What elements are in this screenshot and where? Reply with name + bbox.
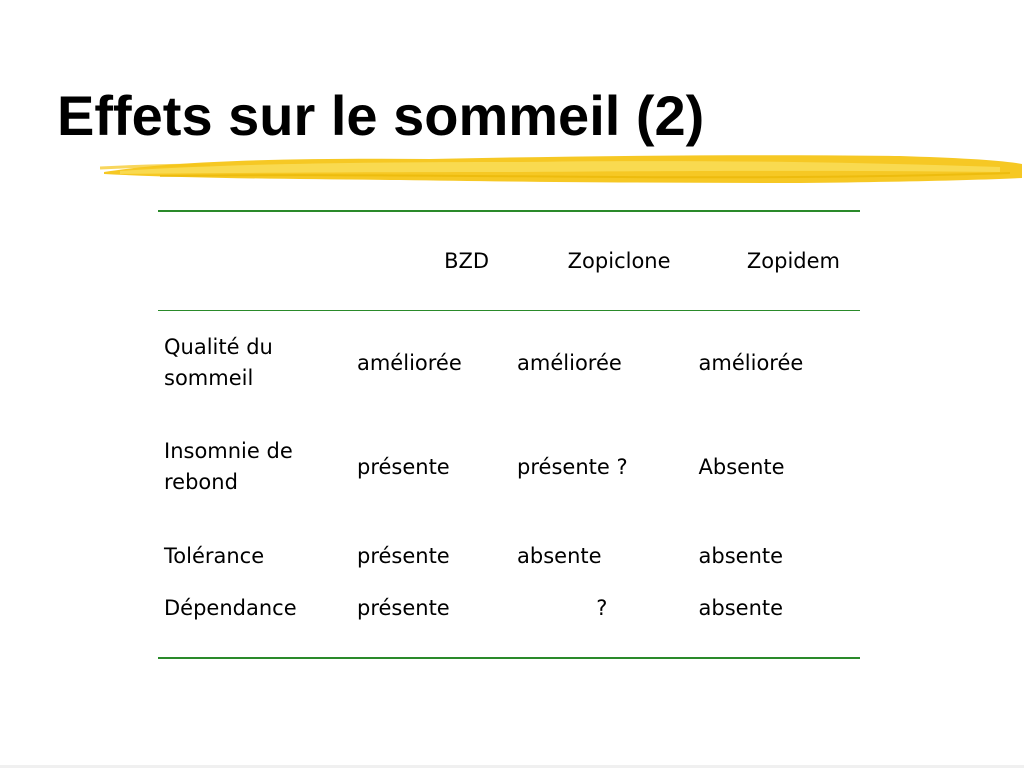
cell-zopiclone: améliorée: [517, 350, 622, 375]
row-label-line: Qualité du: [164, 335, 273, 359]
cell-bzd: présente: [356, 454, 450, 479]
header-zopidem: Zopidem: [693, 211, 860, 311]
cell-zopidem: Absente: [698, 454, 785, 479]
table-row: [158, 311, 860, 416]
table-row: [158, 415, 860, 519]
cell-zopidem: absente: [693, 593, 860, 658]
row-label-line: sommeil: [164, 366, 254, 390]
cell-zopidem: absente: [698, 543, 784, 568]
cell-zopiclone: ?: [511, 593, 693, 658]
header-bzd: BZD: [351, 211, 511, 311]
cell-bzd: améliorée: [356, 350, 462, 375]
row-label-line: rebond: [164, 470, 238, 494]
slide-title: Effets sur le sommeil (2): [57, 84, 705, 147]
row-label-tolerance: Tolérance: [164, 543, 265, 568]
title-highlight-stroke: [100, 150, 1024, 190]
row-label-line: Insomnie de: [164, 439, 293, 463]
row-label-insomnie: [158, 415, 351, 519]
header-zopiclone: Zopiclone: [511, 211, 693, 311]
header-empty-cell: [158, 211, 351, 311]
comparison-table: [158, 210, 860, 659]
cell-bzd: présente: [356, 543, 450, 568]
table-row: [158, 519, 860, 593]
cell-bzd: présente: [351, 593, 511, 658]
table-row: [158, 593, 860, 658]
row-label-qualite: [158, 311, 351, 416]
table-header-row: [158, 211, 860, 311]
cell-zopidem: améliorée: [698, 350, 804, 375]
row-label-dependance: Dépendance: [158, 593, 351, 658]
cell-zopiclone: présente ?: [517, 454, 628, 479]
cell-zopiclone: absente: [517, 543, 602, 568]
